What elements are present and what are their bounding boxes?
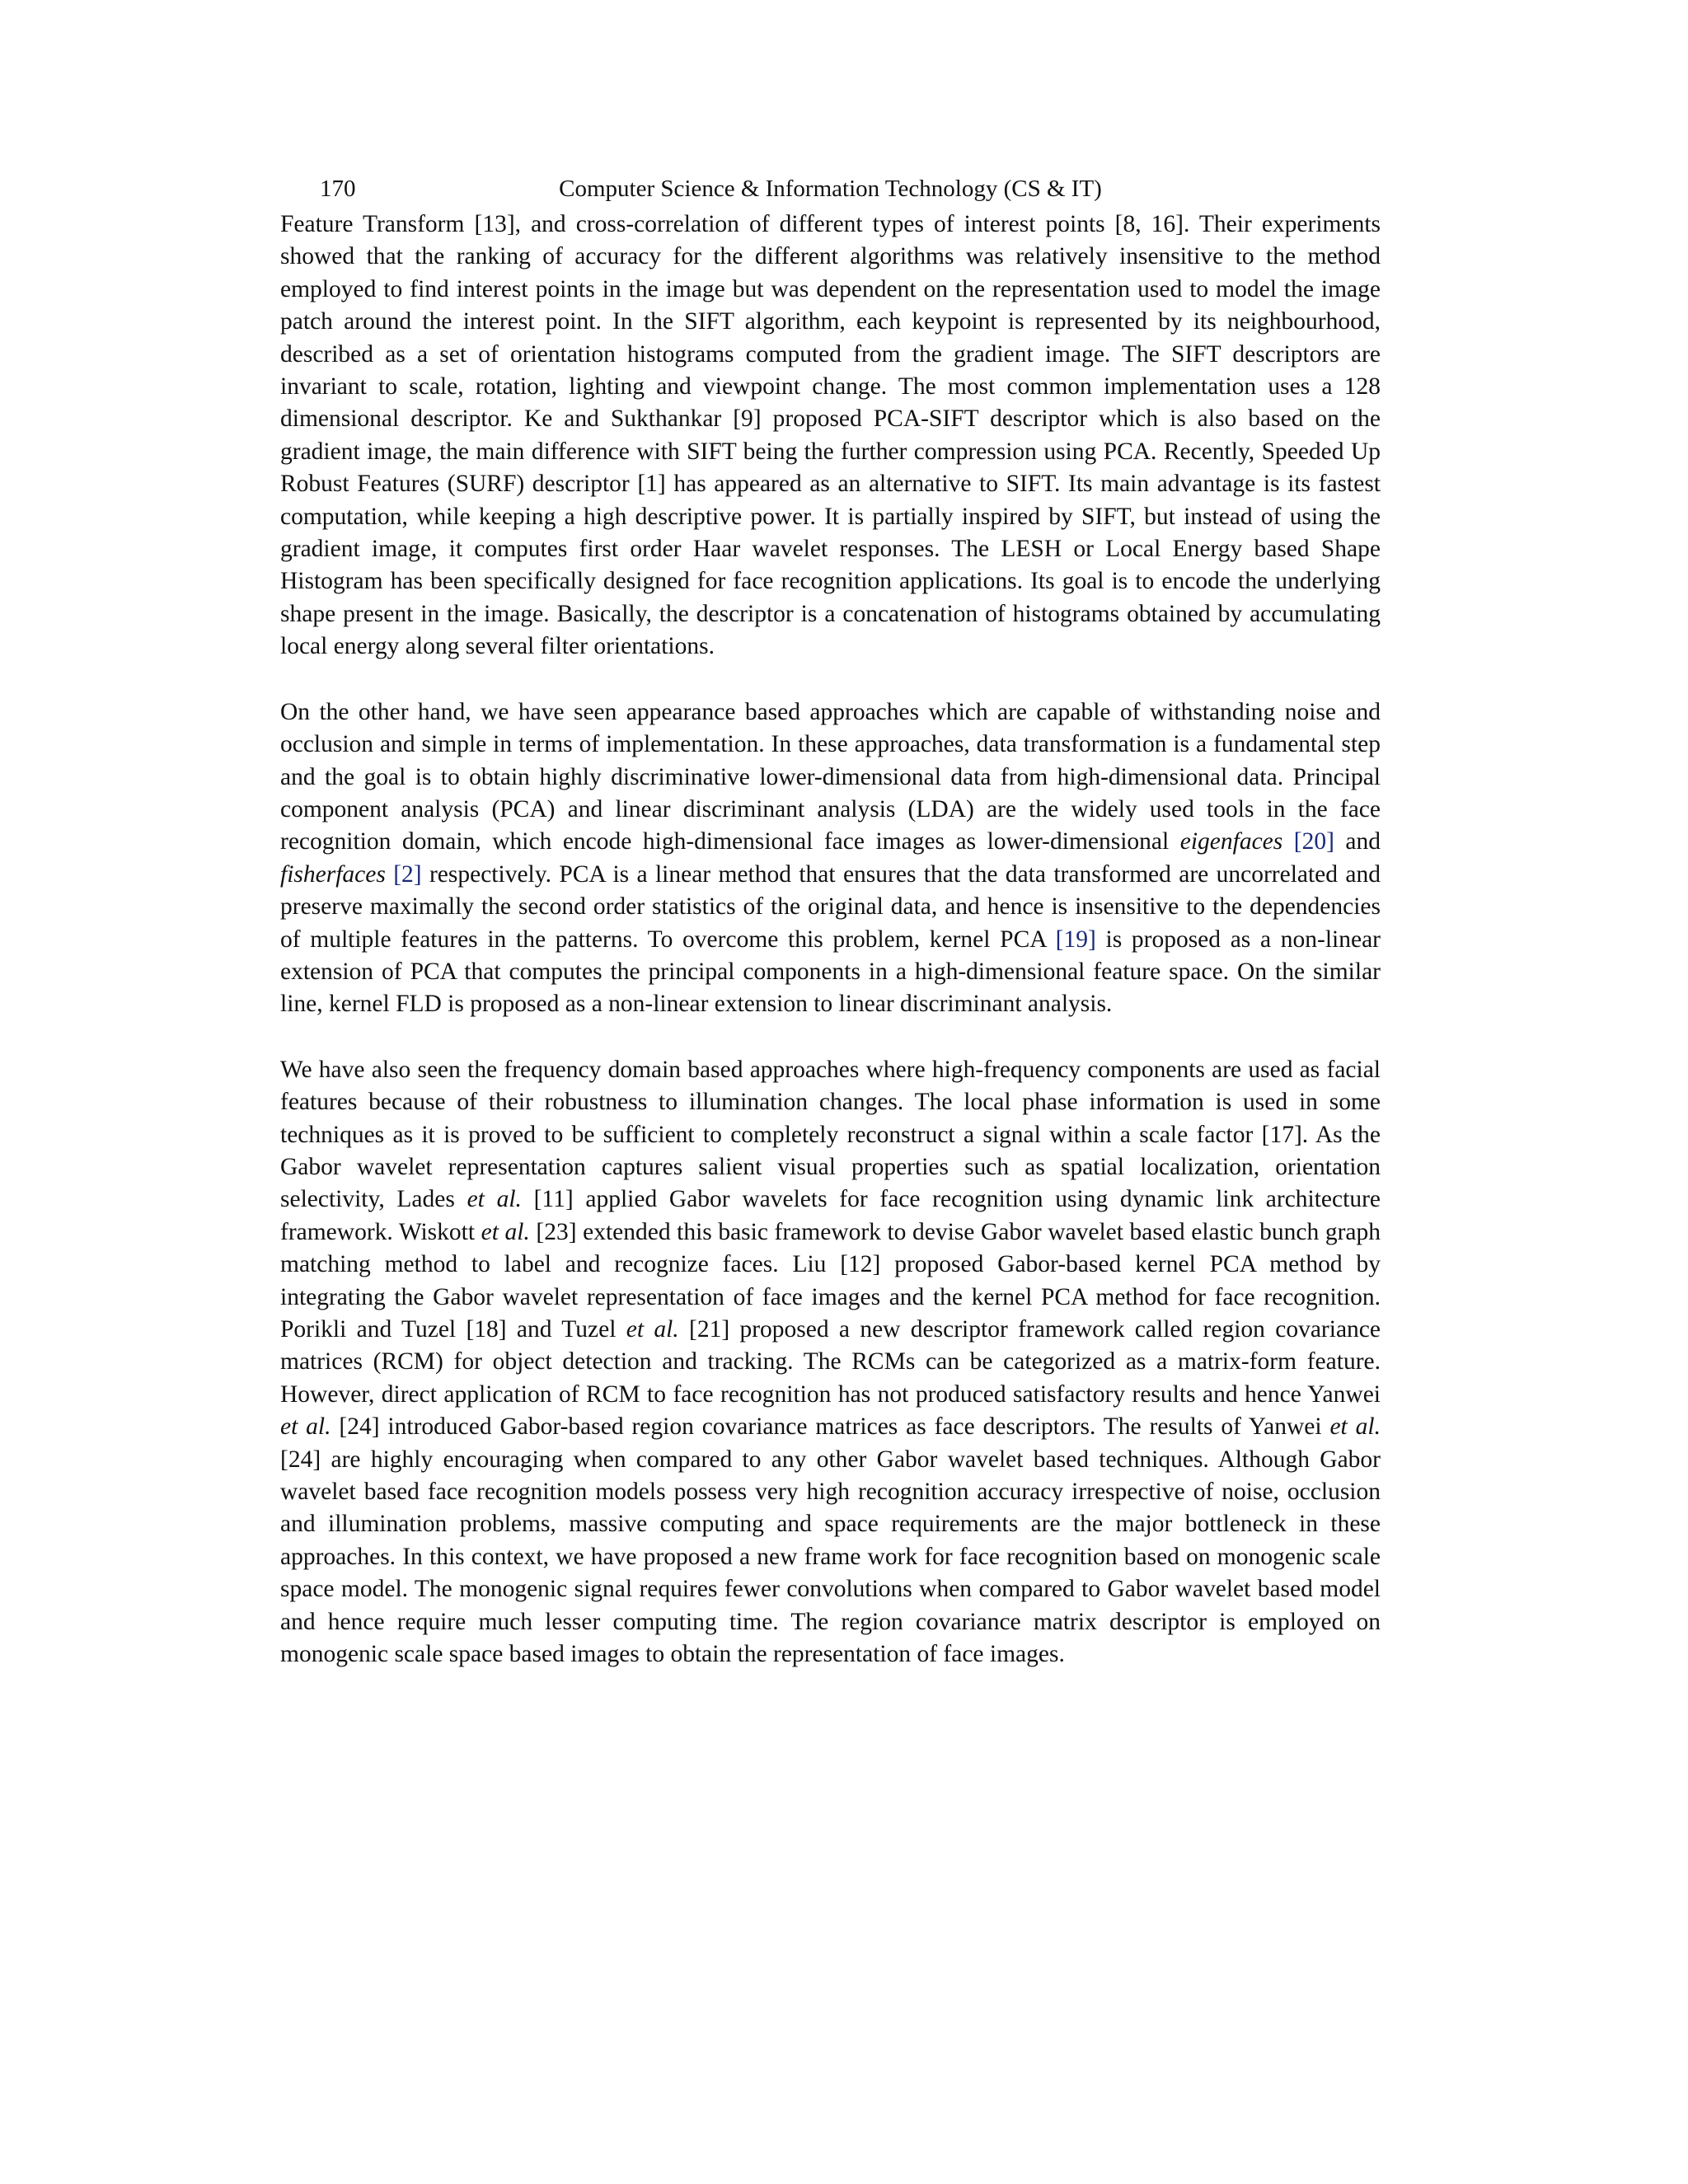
et-al-2: et al. (481, 1218, 530, 1245)
body-text (280, 209, 1381, 1671)
paragraph-3 (280, 1054, 1381, 1671)
citation-link-20[interactable]: [20] (1293, 828, 1334, 855)
paragraph-3-text-4: [21] proposed a new descriptor framework called region covariance matrices (RCM) for object detection and tracking. The RCMs can be categorized as a matrix-form feature. However, direct application of RCM to face recognition has not produced satisfactory results and hence Yanwei (280, 1316, 1381, 1408)
paragraph-3-text-6: [24] are highly encouraging when compared to any other Gabor wavelet based techniques. Although Gabor wavelet based face recognition models possess very high recognition accuracy irrespective of noise, occlusion and illumination problems, massive computing and space requirements are the major bottleneck in these approaches. In this context, we have proposed a new frame work for face recognition based on monogenic scale space model. The monogenic signal requires fewer convolutions when compared to Gabor wavelet based model and hence require much lesser computing time. The region covariance matrix descriptor is employed on monogenic scale space based images to obtain the representation of face images. (280, 1446, 1381, 1668)
citation-link-19[interactable]: [19] (1055, 926, 1096, 953)
paragraph-2-text-2: and (1334, 828, 1381, 855)
paragraph-3-text-5: [24] introduced Gabor-based region covariance matrices as face descriptors. The results of Yanwei (331, 1413, 1330, 1441)
paragraph-3-text-1: We have also seen the frequency domain based approaches where high-frequency components are used as facial features because of their robustness to illumination changes. The local phase information is used in some techniques as it is proved to be sufficient to completely reconstruct a signal within a scale factor [17]. As the Gabor wavelet representation captures salient visual properties such as spatial localization, orientation selectivity, Lades (280, 1056, 1381, 1213)
paragraph-3-text-3: [23] extended this basic framework to devise Gabor wavelet based elastic bunch graph matching method to label and recognize faces. Liu [12] proposed Gabor-based kernel PCA method by integrating the Gabor wavelet representation of face images and the kernel PCA method for face recognition. Porikli and Tuzel [18] and Tuzel (280, 1218, 1381, 1343)
et-al-5: et al. (1329, 1413, 1381, 1441)
et-al-1: et al. (467, 1186, 522, 1213)
page-number: 170 (320, 176, 356, 202)
citation-link-2[interactable]: [2] (393, 860, 422, 888)
et-al-3: et al. (626, 1316, 679, 1343)
running-header (280, 169, 1381, 209)
paragraph-2-text-3: respectively. PCA is a linear method that ensures that the data transformed are uncorrelated and preserve maximally the second order statistics of the original data, and hence is insensitive to the dependencies of multiple features in the patterns. To overcome this problem, kernel PCA (280, 860, 1381, 953)
paragraph-2-text-1: On the other hand, we have seen appearance based approaches which are capable of withstanding noise and occlusion and simple in terms of implementation. In these approaches, data transformation is a fundamental step and the goal is to obtain highly discriminative lower-dimensional data from high-dimensional data. Principal component analysis (PCA) and linear discriminant analysis (LDA) are the widely used tools in the face recognition domain, which encode high-dimensional face images as lower-dimensional (280, 698, 1381, 855)
document-page (280, 169, 1381, 1704)
paragraph-2 (280, 696, 1381, 1021)
et-al-4: et al. (280, 1413, 331, 1441)
paragraph-2-text-4: is proposed as a non-linear extension of PCA that computes the principal components in a high-dimensional feature space. On the similar line, kernel FLD is proposed as a non-linear extension to linear discriminant analysis. (280, 926, 1381, 1018)
term-eigenfaces: eigenfaces (1179, 828, 1283, 855)
paragraph-1: Feature Transform [13], and cross-correlation of different types of interest points [8, 16]. Their experiments showed that the ranking of accuracy for the different algorithms was relatively insensitive to the method employed to find interest points in the image but was dependent on the representation used to model the image patch around the interest point. In the SIFT algorithm, each keypoint is represented by its neighbourhood, described as a set of orientation histograms computed from the gradient image. The SIFT descriptors are invariant to scale, rotation, lighting and viewpoint change. The most common implementation uses a 128 dimensional descriptor. Ke and Sukthankar [9] proposed PCA-SIFT descriptor which is also based on the gradient image, the main difference with SIFT being the further compression using PCA. Recently, Speeded Up Robust Features (SURF) descriptor [1] has appeared as an alternative to SIFT. Its main advantage is its fastest computation, while keeping a high descriptive power. It is partially inspired by SIFT, but instead of using the gradient image, it computes first order Haar wavelet responses. The LESH or Local Energy based Shape Histogram has been specifically designed for face recognition applications. Its goal is to encode the underlying shape present in the image. Basically, the descriptor is a concatenation of histograms obtained by accumulating local energy along several filter orientations. (280, 211, 1381, 660)
space (386, 861, 393, 888)
term-fisherfaces: fisherfaces (280, 860, 386, 888)
space (1282, 828, 1294, 855)
journal-title: Computer Science & Information Technology (CS & IT) (559, 176, 1102, 202)
paragraph-3-text-2: [11] applied Gabor wavelets for face recognition using dynamic link architecture framework. Wiskott (280, 1186, 1381, 1245)
